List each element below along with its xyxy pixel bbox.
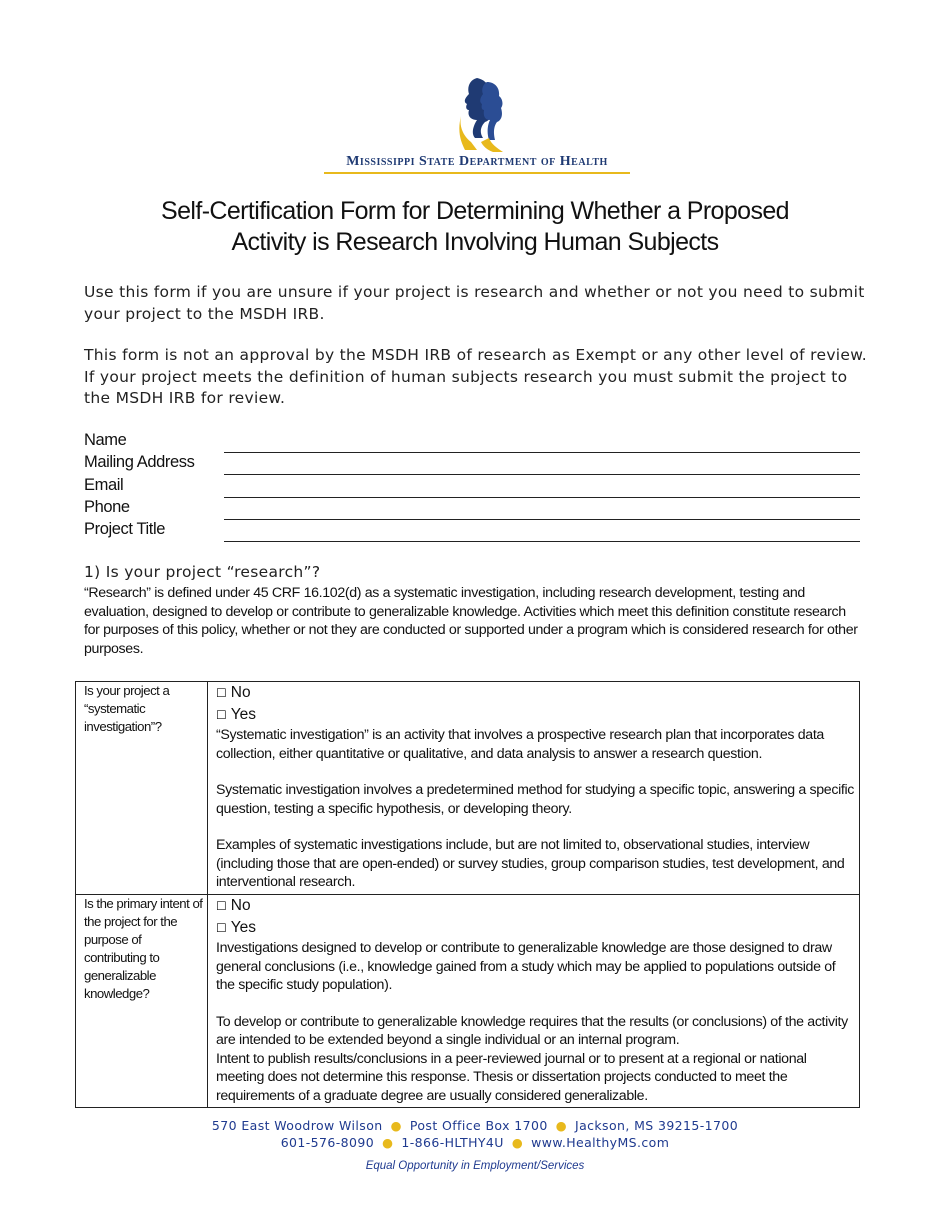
row1-paragraph-3: Examples of systematic investigations include, but are not limited to, observational studies, interview (including those that are open-ended) or survey studies, group comparison studies, test development, and interventional research. <box>216 837 845 890</box>
bullet-icon: ● <box>511 1135 524 1150</box>
title-line-2: Activity is Research Involving Human Subjects <box>231 228 719 256</box>
checkbox-icon[interactable]: ☐ <box>216 686 227 700</box>
mailing-address-input-line[interactable] <box>224 474 860 475</box>
mailing-address-label: Mailing Address <box>84 453 195 471</box>
footer-contact <box>0 1135 950 1150</box>
row1-yes-label: Yes <box>230 706 257 723</box>
footer-street: 570 East Woodrow Wilson <box>211 1118 383 1133</box>
org-name: Mississippi State Department of Health <box>346 154 608 169</box>
table-row <box>76 682 860 895</box>
row2-yes-label: Yes <box>230 919 257 936</box>
question-1-heading: 1) Is your project “research”? <box>84 563 321 581</box>
name-field[interactable] <box>84 431 860 453</box>
row2-paragraph-1: Investigations designed to develop or contribute to generalizable knowledge are those designed to draw general conclusions (i.e., knowledge gained from a study which may be applied to populations outside of the specific study population). <box>216 940 836 993</box>
bullet-icon: ● <box>390 1118 402 1133</box>
phone-field[interactable] <box>84 498 860 520</box>
row2-no-option[interactable] <box>216 895 855 917</box>
row2-paragraph-2a: To develop or contribute to generalizable knowledge requires that the results (or conclusions) of the activity are intended to be extended beyond a single individual or an internal program. <box>216 1013 848 1048</box>
generalizable-knowledge-question: Is the primary intent of the project for the purpose of contributing to generalizable knowledge? <box>76 895 208 1108</box>
checkbox-icon[interactable]: ☐ <box>216 921 227 935</box>
project-title-field[interactable] <box>84 520 860 542</box>
page-title <box>60 196 890 258</box>
phone-label: Phone <box>84 498 130 516</box>
footer-po-box: Post Office Box 1700 <box>409 1118 548 1133</box>
generalizable-knowledge-answer <box>208 895 860 1108</box>
footer-address <box>0 1118 950 1133</box>
msdh-logo <box>322 76 632 176</box>
row1-no-option[interactable] <box>216 682 855 704</box>
footer-phone: 601-576-8090 <box>280 1135 375 1150</box>
row1-paragraph-2: Systematic investigation involves a predetermined method for studying a specific topic, answering a specific question, testing a specific hypothesis, or developing theory. <box>216 782 855 817</box>
systematic-investigation-answer <box>208 682 860 895</box>
footer-website-link[interactable]: www.HealthyMS.com <box>531 1135 670 1150</box>
project-title-label: Project Title <box>84 520 165 538</box>
row2-no-label: No <box>230 897 251 914</box>
intro-paragraph-2: This form is not an approval by the MSDH IRB of research as Exempt or any other level of review. If your project meets the definition of human subjects research you must submit the project to the MSDH IRB for review. <box>84 346 868 407</box>
checkbox-icon[interactable]: ☐ <box>216 708 227 722</box>
org-underline <box>324 172 630 174</box>
research-definition: “Research” is defined under 45 CRF 16.102(d) as a systematic investigation, including research development, testing and evaluation, designed to develop or contribute to generalizable knowledge. Activities which meet this definition constitute research for purposes of this policy, whether or not they are conducted or supported under a program which is considered research for other purposes. <box>84 585 858 657</box>
email-field[interactable] <box>84 476 860 498</box>
checkbox-icon[interactable]: ☐ <box>216 899 227 913</box>
bullet-icon: ● <box>382 1135 394 1150</box>
row2-yes-option[interactable] <box>216 917 855 939</box>
table-row <box>76 895 860 1108</box>
footer-city: Jackson, MS 39215-1700 <box>575 1118 739 1133</box>
name-label: Name <box>84 431 127 449</box>
footer-hotline: 1-866-HLTHY4U <box>401 1135 504 1150</box>
profiles-logo-icon <box>447 76 507 154</box>
equal-opportunity-notice: Equal Opportunity in Employment/Services <box>365 1160 585 1172</box>
intro-paragraph-1: Use this form if you are unsure if your project is research and whether or not you need to submit your project to the MSDH IRB. <box>84 283 865 323</box>
row1-no-label: No <box>230 684 251 701</box>
email-label: Email <box>84 476 124 494</box>
row1-paragraph-1: “Systematic investigation” is an activity that involves a prospective research plan that incorporates data collection, either quantitative or qualitative, and data analysis to answer a research question. <box>216 727 824 762</box>
project-title-input-line[interactable] <box>224 541 860 542</box>
row2-paragraph-2b: Intent to publish results/conclusions in a peer-reviewed journal or to present at a regional or national meeting does not determine this response. Thesis or dissertation projects conducted to meet the requirements of a graduate degree are usually considered generalizable. <box>216 1050 807 1104</box>
mailing-address-field[interactable] <box>84 453 860 475</box>
row1-yes-option[interactable] <box>216 704 855 726</box>
bullet-icon: ● <box>555 1118 567 1133</box>
systematic-investigation-question: Is your project a “systematic investigation”? <box>76 682 208 895</box>
criteria-table <box>75 681 860 1108</box>
title-line-1: Self-Certification Form for Determining Whether a Proposed <box>161 197 789 225</box>
